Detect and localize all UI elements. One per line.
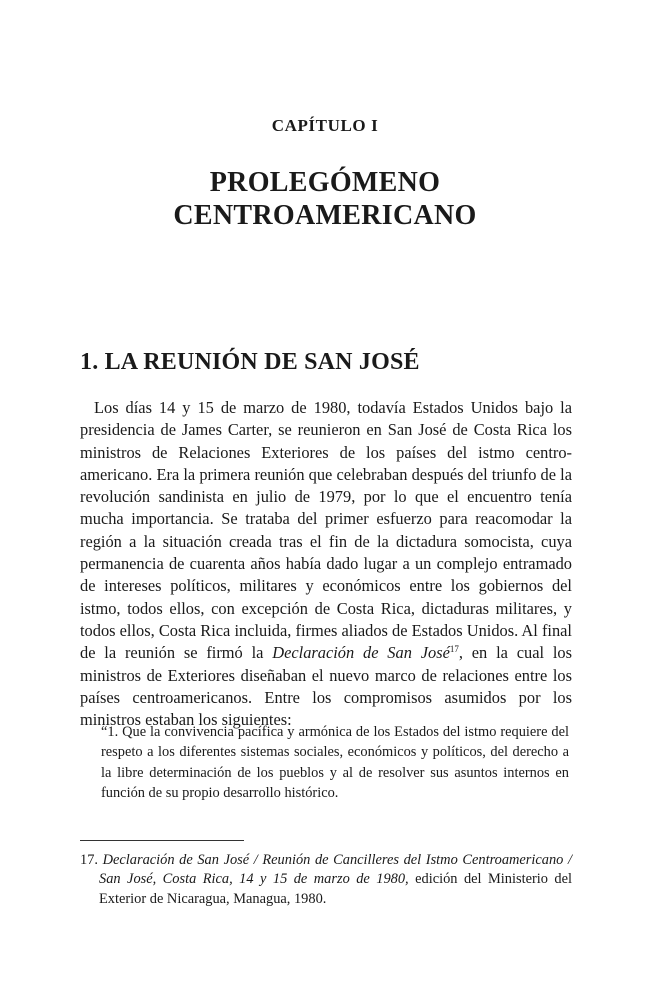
declaration-title: Declaración de San José <box>272 643 450 663</box>
footnote-reference[interactable]: 17 <box>449 644 459 655</box>
body-paragraph <box>80 397 572 731</box>
chapter-label: CAPÍTULO I <box>271 116 379 135</box>
footnote-source-title: Declaración de San José / Reunión de Cancilleres del Istmo Centroamericano / San José, Costa Rica, 14 y 15 de marzo de 1980, <box>99 852 572 888</box>
chapter-title-line-2: CENTROAMERICANO <box>173 200 477 231</box>
body-text-part-2: , en la cual los ministros de Exteriores diseñaban el nuevo marco de relaciones entre los países centroamericanos. Entre los compromisos asumidos por los ministros estaban los siguientes: <box>80 643 573 730</box>
body-text-part-1: Los días 14 y 15 de marzo de 1980, todavía Estados Unidos bajo la presidencia de James Carter, se reunieron en San José de Costa Rica los ministros de Relaciones Exteriores de los países del istmo centroamericano. Era la primera reunión que celebraban después del triunfo de la revolución sandinista en julio de 1979, por lo que el encuentro tenía mucha importancia. Se trataba del primer esfuerzo para reacomodar la región a la situación creada tras el fin de la dictadura somocista, cuya permanencia de cuarenta años había dado lugar a un complejo entramado de intereses políticos, militares y económicos entre los gobiernos del istmo, todos ellos, con excepción de Costa Rica, dictaduras militares, y todos ellos, Costa Rica incluida, firmes aliados de Estados Unidos. Al final de la reunión se firmó la <box>80 398 572 663</box>
chapter-title <box>0 166 650 232</box>
footnote-source-rest: edición del Ministerio del Exterior de Nicaragua, Managua, 1980. <box>99 871 572 907</box>
footnote-number: 17. <box>80 852 103 868</box>
chapter-title-line-1: PROLEGÓMENO <box>209 167 441 198</box>
block-quote: “1. Que la convivencia pacífica y armónica de los Estados del istmo requiere del respeto a los diferentes sistemas sociales, económicos y políticos, del derecho a la libre determinación de los pueblos y al de resolver sus asuntos internos en función de su propio desarrollo histórico. <box>101 724 569 802</box>
footnote-divider <box>80 840 244 841</box>
footnote <box>80 851 572 909</box>
section-heading: 1. LA REUNIÓN DE SAN JOSÉ <box>80 349 420 375</box>
